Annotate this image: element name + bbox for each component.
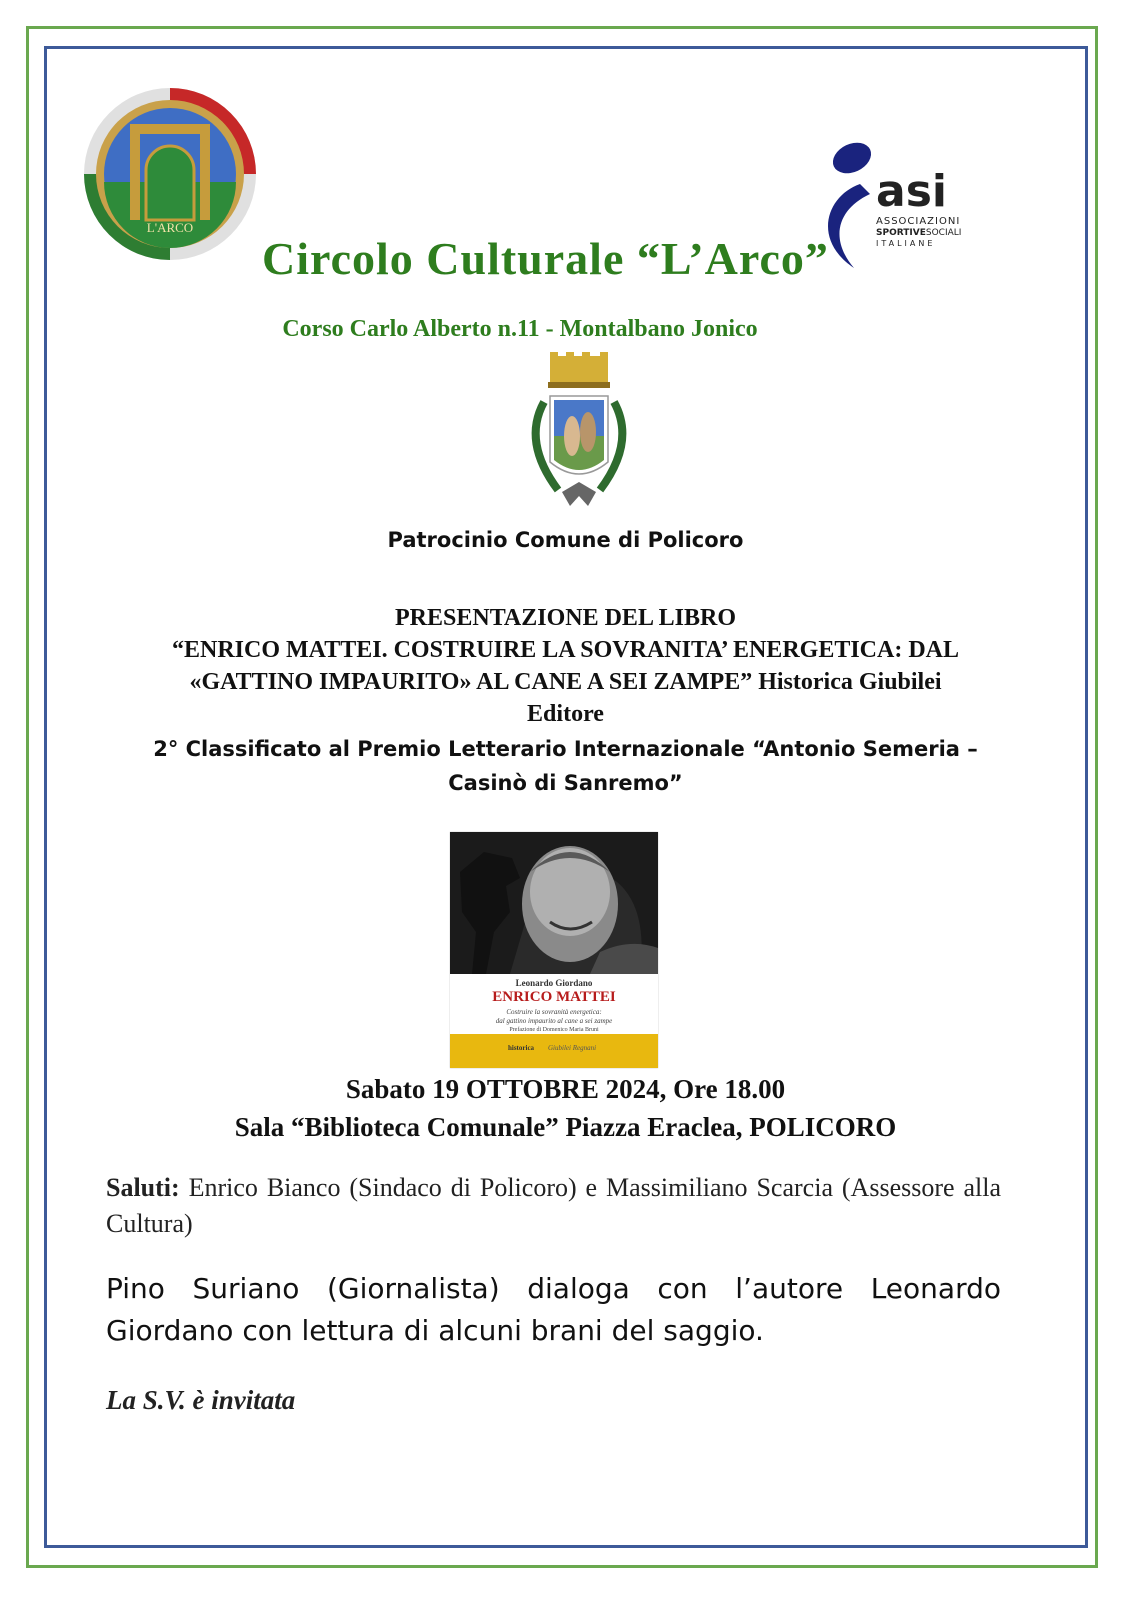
book-cover-photo	[450, 832, 658, 974]
greetings-label: Saluti:	[106, 1173, 180, 1202]
asi-logo-line1: ASSOCIAZIONI	[876, 216, 961, 227]
book-cover-publisher: historica	[508, 1044, 535, 1052]
award-line-1: 2° Classificato al Premio Letterario Internazionale “Antonio Semeria –	[153, 737, 978, 761]
asi-logo	[806, 136, 988, 272]
club-address: Corso Carlo Alberto n.11 - Montalbano Jonico	[282, 316, 758, 342]
asi-logo-main: asi	[876, 166, 947, 217]
event-venue: Sala “Biblioteca Comunale” Piazza Eraclea, POLICORO	[234, 1112, 897, 1142]
patronage-text: Patrocinio Comune di Policoro	[387, 528, 744, 552]
larco-logo-text: L'ARCO	[146, 220, 194, 235]
award-line-2: Casinò di Sanremo”	[448, 771, 683, 795]
presentation-line-2: “ENRICO MATTEI. COSTRUIRE LA SOVRANITA’ ENERGETICA: DAL	[172, 637, 959, 663]
book-presentation	[100, 602, 1031, 730]
greetings-text: Enrico Bianco (Sindaco di Policoro) e Massimiliano Scarcia (Assessore alla Cultura)	[106, 1173, 1001, 1238]
asi-logo-line2: SPORTIVESOCIALI	[876, 228, 962, 238]
asi-logo-line3: ITALIANE	[876, 239, 936, 248]
book-cover-title: ENRICO MATTEI	[492, 989, 616, 1005]
policoro-coat-of-arms	[516, 352, 642, 510]
presentation-line-1: PRESENTAZIONE DEL LIBRO	[395, 605, 736, 631]
book-cover-author: Leonardo Giordano	[515, 978, 593, 988]
event-info	[100, 1070, 1031, 1146]
presentation-line-4: Editore	[527, 701, 604, 727]
book-cover-subtitle: Costruire la sovranità energetica: dal gattino impaurito al cane a sei zampe Prefazione di Domenico Maria Bruni	[495, 1008, 613, 1033]
book-cover-publisher-2: Giubilei Regnani	[548, 1044, 597, 1052]
award-text	[120, 732, 1011, 800]
event-date: Sabato 19 OTTOBRE 2024, Ore 18.00	[345, 1074, 786, 1104]
invitation-text: La S.V. è invitata	[106, 1385, 296, 1415]
book-cover	[450, 832, 658, 1068]
larco-logo	[82, 86, 258, 262]
dialogue-text: Pino Suriano (Giornalista) dialoga con l’autore Leonardo Giordano con lettura di alcuni brani del saggio.	[106, 1272, 1001, 1347]
presentation-line-3: «GATTINO IMPAURITO» AL CANE A SEI ZAMPE” Historica Giubilei	[189, 669, 942, 695]
greetings	[106, 1170, 1001, 1242]
club-title: Circolo Culturale “L’Arco”	[262, 233, 829, 284]
